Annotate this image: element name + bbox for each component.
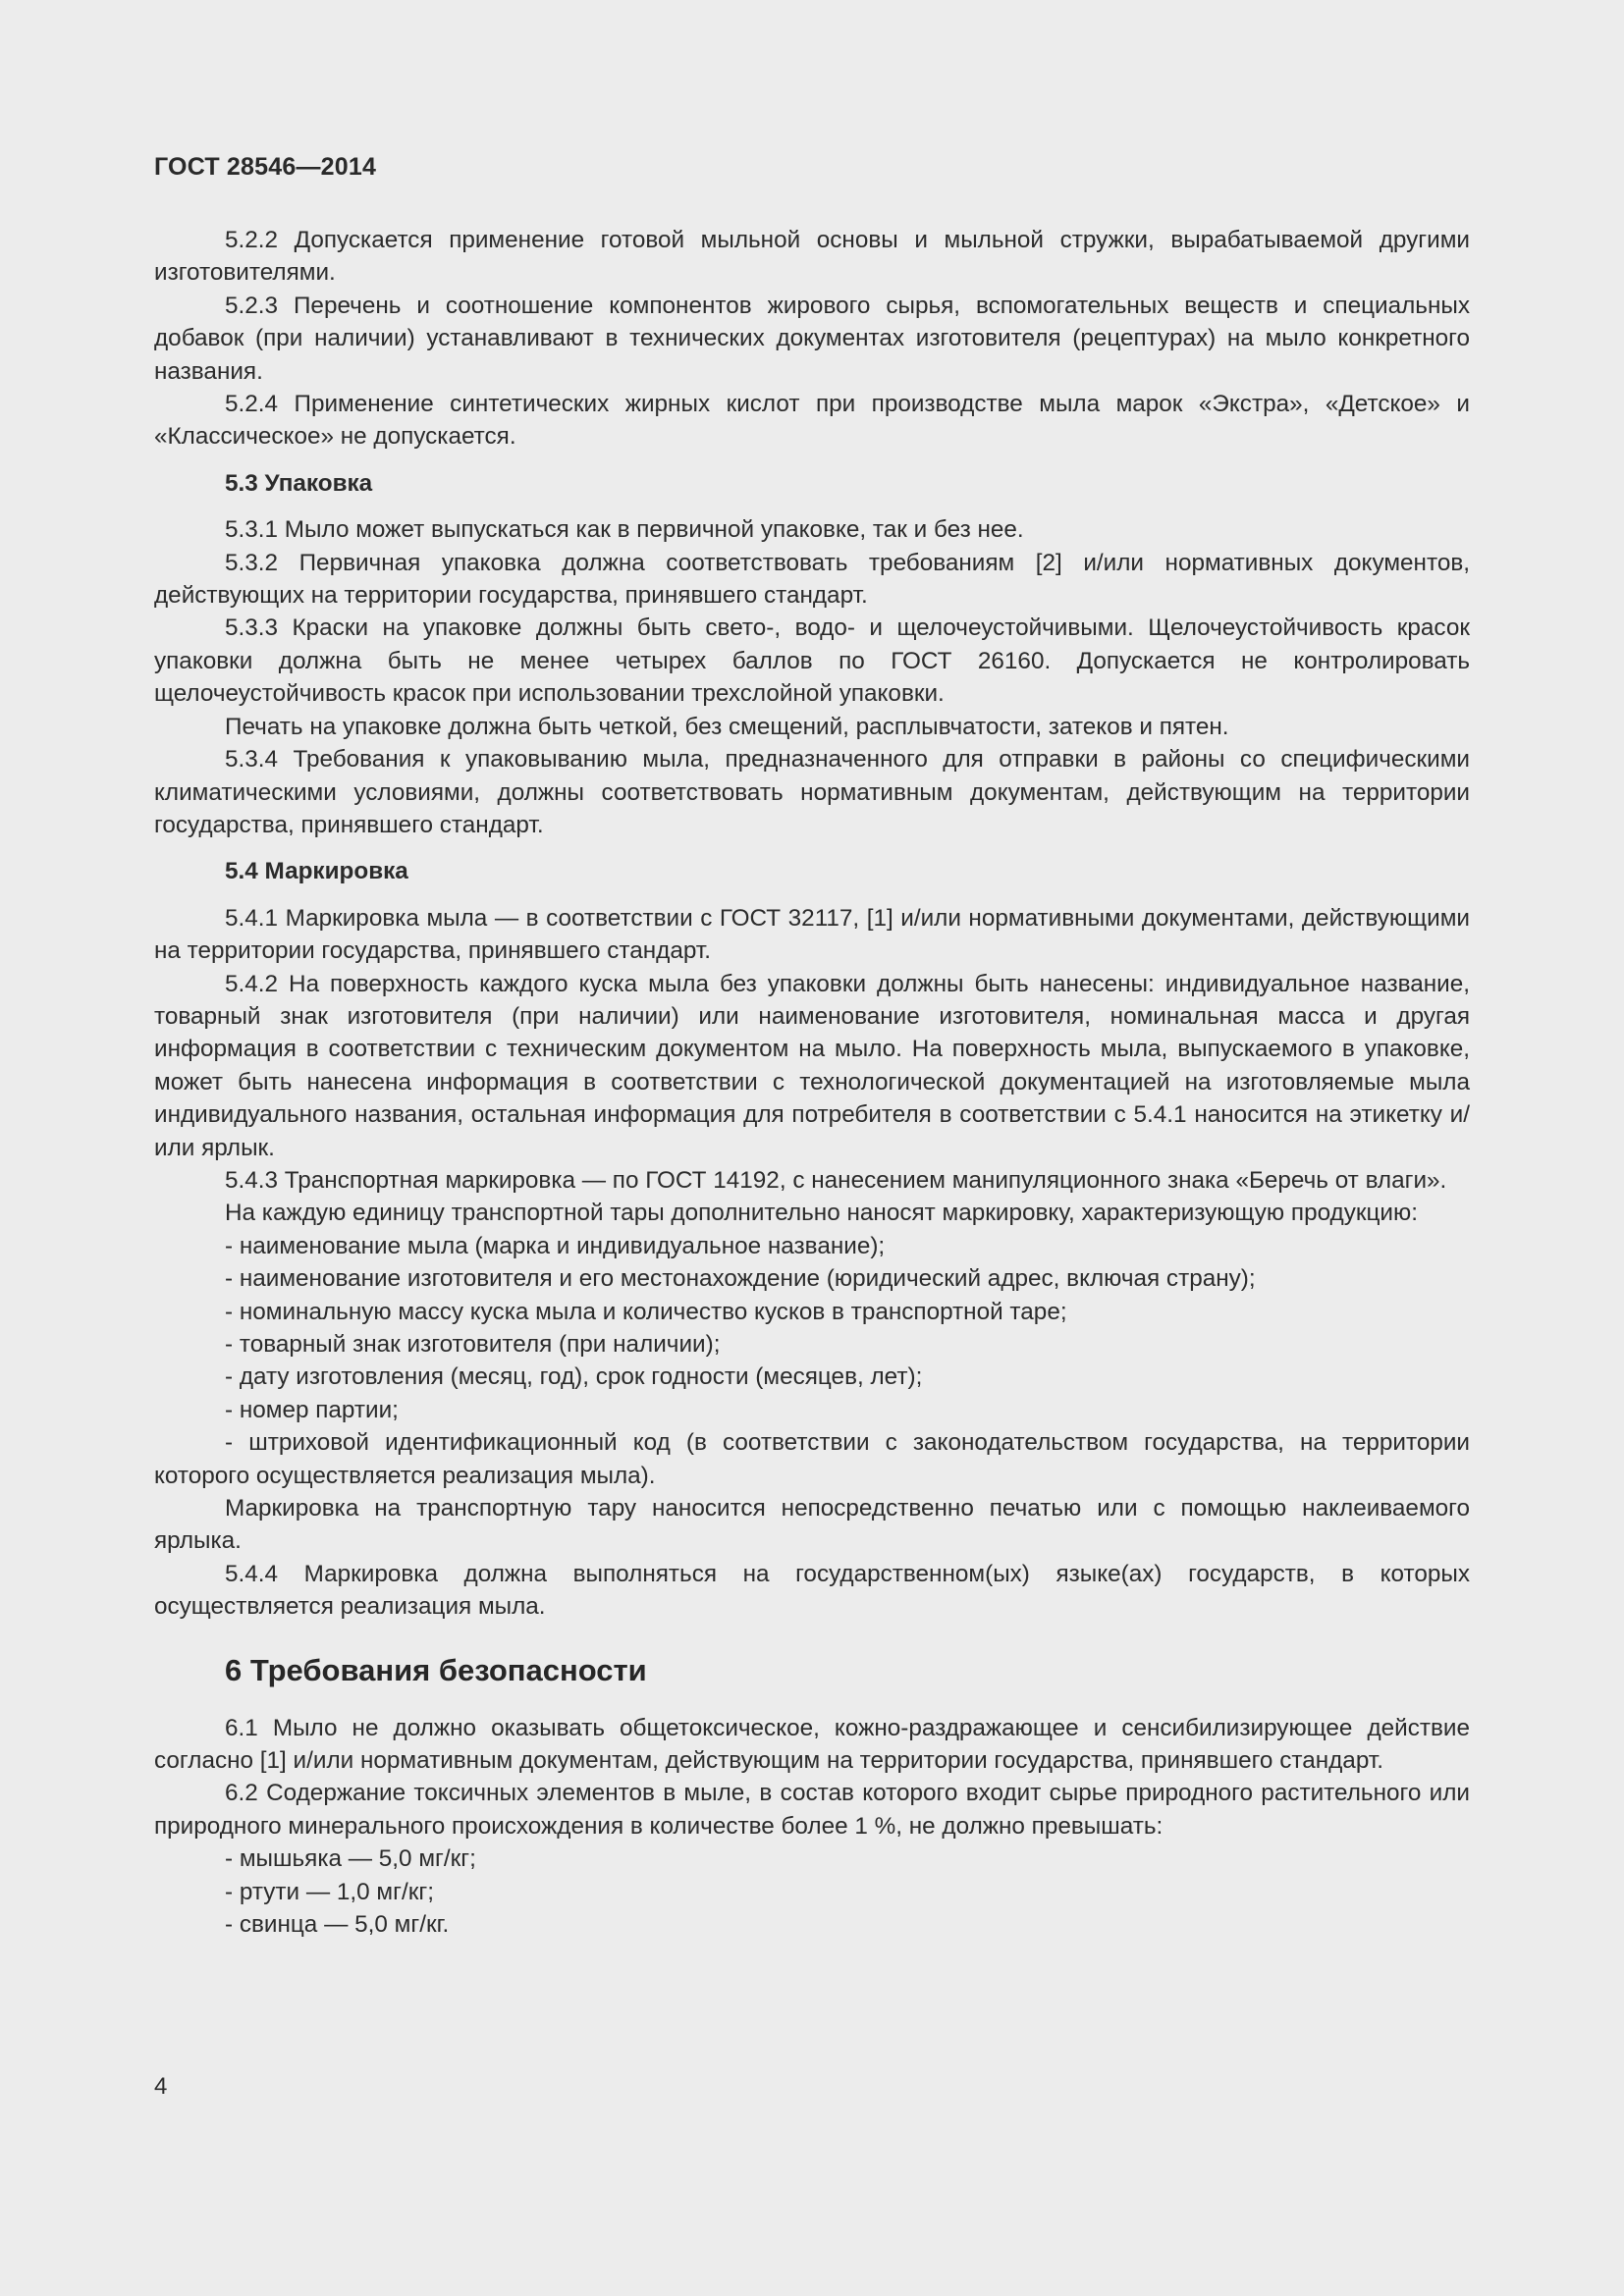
list-item: - ртути — 1,0 мг/кг; bbox=[225, 1878, 434, 1905]
list-item: - номер партии; bbox=[225, 1396, 399, 1423]
paragraph-6-1: 6.1 Мыло не должно оказывать общетоксическое, кожно-раздражающее и сенсибилизирующее действие согласно [1] и/или нормативным документам, действующим на территории государства, принявшего стандарт. bbox=[154, 1714, 1470, 1775]
list-item: - наименование мыла (марка и индивидуальное название); bbox=[225, 1232, 886, 1259]
paragraph-5-4-1: 5.4.1 Маркировка мыла — в соответствии с ГОСТ 32117, [1] и/или нормативными документами, действующими на территории государства, принявшего стандарт. bbox=[154, 904, 1470, 965]
document-page bbox=[154, 0, 1470, 2296]
paragraph-5-2-4: 5.2.4 Применение синтетических жирных кислот при производстве мыла марок «Экстра», «Детское» и «Классическое» не допускается. bbox=[154, 391, 1470, 451]
paragraph-5-2-2: 5.2.2 Допускается применение готовой мыльной основы и мыльной стружки, вырабатываемой другими изготовителями. bbox=[154, 227, 1470, 287]
list-item: - штриховой идентификационный код (в соответствии с законодательством государства, на территории которого осуществляется реализация мыла). bbox=[154, 1429, 1470, 1489]
list-item: - свинца — 5,0 мг/кг. bbox=[225, 1911, 450, 1939]
list-item: - товарный знак изготовителя (при наличии); bbox=[225, 1331, 721, 1358]
section-5-3-title: 5.3 Упаковка bbox=[225, 469, 373, 497]
document-body bbox=[154, 224, 1470, 1942]
list-item: - номинальную массу куска мыла и количество кусков в транспортной таре; bbox=[225, 1298, 1067, 1325]
list-item: - наименование изготовителя и его местонахождение (юридический адрес, включая страну); bbox=[225, 1265, 1256, 1293]
paragraph-5-4-4: 5.4.4 Маркировка должна выполняться на государственном(ых) языке(ах) государств, в которых осуществляется реализация мыла. bbox=[154, 1560, 1470, 1621]
paragraph-print-quality: Печать на упаковке должна быть четкой, без смещений, расплывчатости, затеков и пятен. bbox=[225, 713, 1229, 740]
paragraph-5-2-3: 5.2.3 Перечень и соотношение компонентов жирового сырья, вспомогательных веществ и специальных добавок (при наличии) устанавливают в технических документах изготовителя (рецептурах) на мыло конкретного названия. bbox=[154, 292, 1470, 385]
paragraph-5-3-1: 5.3.1 Мыло может выпускаться как в первичной упаковке, так и без нее. bbox=[225, 516, 1024, 544]
paragraph-5-3-4: 5.3.4 Требования к упаковыванию мыла, предназначенного для отправки в районы со специфическими климатическими условиями, должны соответствовать нормативным документам, действующим на территории государства, принявшего стандарт. bbox=[154, 746, 1470, 838]
page-number: 4 bbox=[154, 2073, 168, 2100]
section-5-4-title: 5.4 Маркировка bbox=[225, 858, 408, 885]
paragraph-label-method: Маркировка на транспортную тару наносится непосредственно печатью или с помощью наклеиваемого ярлыка. bbox=[154, 1495, 1470, 1555]
list-item: - мышьяка — 5,0 мг/кг; bbox=[225, 1845, 476, 1873]
list-item: - дату изготовления (месяц, год), срок годности (месяцев, лет); bbox=[225, 1363, 923, 1391]
paragraph-5-4-2: 5.4.2 На поверхность каждого куска мыла без упаковки должны быть нанесены: индивидуальное название, товарный знак изготовителя (при наличии) или наименование изготовителя, номинальная масса и другая информация в соответствии с техническим документом на мыло. На поверхность мыла, выпускаемого в упаковке, может быть нанесена информация в соответствии с технологической документацией на изготовляемые мыла индивидуального названия, остальная информация для потребителя в соответствии с 5.4.1 наносится на этикетку и/или ярлык. bbox=[154, 970, 1470, 1161]
section-6-title: 6 Требования безопасности bbox=[225, 1652, 647, 1687]
paragraph-6-2: 6.2 Содержание токсичных элементов в мыле, в состав которого входит сырье природного растительного или природного минерального происхождения в количестве более 1 %, не должно превышать: bbox=[154, 1780, 1470, 1840]
document-code-header: ГОСТ 28546—2014 bbox=[154, 153, 377, 181]
paragraph-5-3-2: 5.3.2 Первичная упаковка должна соответствовать требованиям [2] и/или нормативных документов, действующих на территории государства, принявшего стандарт. bbox=[154, 549, 1470, 610]
paragraph-5-4-3: 5.4.3 Транспортная маркировка — по ГОСТ 14192, с нанесением манипуляционного знака «Беречь от влаги». bbox=[225, 1166, 1447, 1194]
paragraph-transport-marking: На каждую единицу транспортной тары дополнительно наносят маркировку, характеризующую продукцию: bbox=[225, 1200, 1418, 1227]
paragraph-5-3-3: 5.3.3 Краски на упаковке должны быть свето-, водо- и щелочеустойчивыми. Щелочеустойчивость красок упаковки должна быть не менее четырех баллов по ГОСТ 26160. Допускается не контролировать щелочеустойчивость красок при использовании трехслойной упаковки. bbox=[154, 614, 1470, 708]
